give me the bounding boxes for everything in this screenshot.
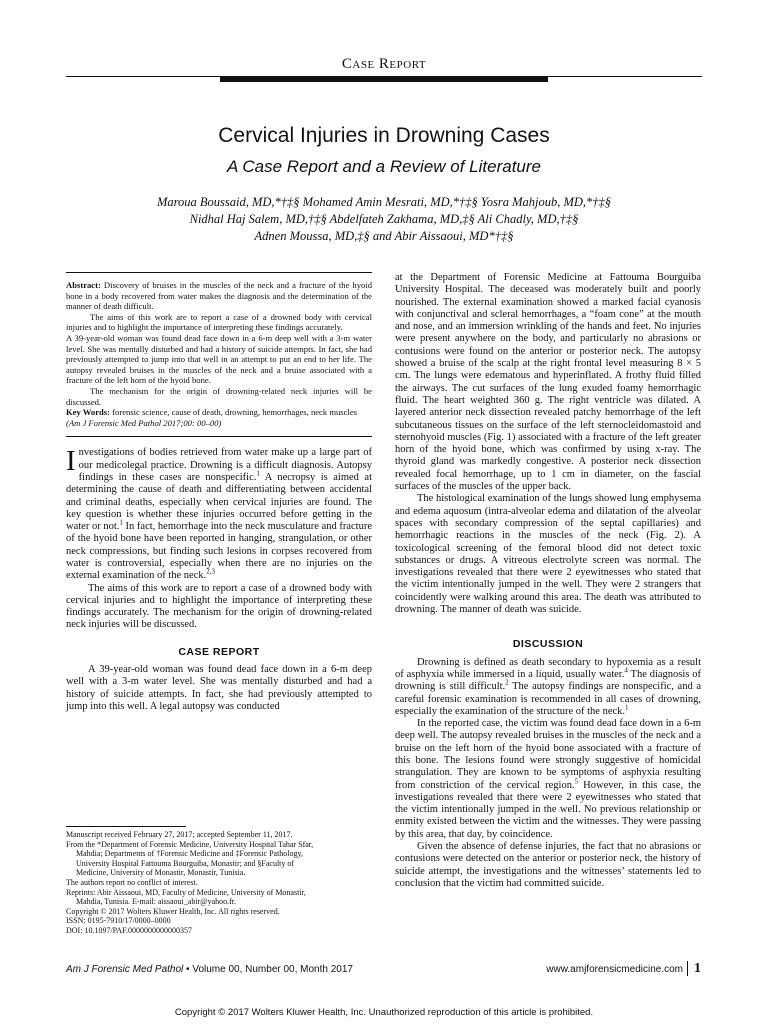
article-subtitle: A Case Report and a Review of Literature: [226, 157, 542, 176]
body-text: [395, 272, 701, 890]
footnote-line: DOI: 10.1097/PAF.0000000000000357: [66, 925, 192, 935]
abstract-text: Discovery of bruises in the muscles of the neck and a fracture of the hyoid bone in a body recovered from water makes the diagnosis and the determination of the manner of death difficult.: [66, 280, 372, 312]
footer-journal: [66, 964, 353, 975]
reference: 1: [256, 469, 260, 478]
paragraph-text: However, in this case, the investigations revealed that there were 2 eyewitnesses who stated that the victim intentionally jumped in the well. No previous relationship or enmity existed between the victim and the witnesses. They were passing by this area, that day, by coincidence.: [395, 779, 701, 840]
issue-info: • Volume 00, Number 00, Month 2017: [186, 964, 353, 975]
drop-cap: I: [66, 445, 76, 478]
paragraph-text: The autopsy findings are nonspecific, and a careful forensic examination is recommended in all cases of drowning, especially the examination of the structure of the neck.: [395, 681, 701, 717]
abstract-text: The mechanism for the origin of drowning-related neck injuries will be discussed.: [66, 385, 372, 407]
article-title: Cervical Injuries in Drowning Cases: [218, 124, 550, 147]
paragraph: The aims of this work are to report a case of a drowned body with cervical injuries and to highlight the importance of interpreting these findings accurately. The mechanism for the origin of drowning-related neck injuries will be discussed.: [66, 582, 372, 631]
footnote-line: Mahdia; Departments of †Forensic Medicine and ‡Forensic Pathology,: [76, 849, 303, 859]
footnotes: [66, 826, 372, 936]
footnote-line: Mahdia, Tunisia. E-mail: aissaoui_abir@yahoo.fr.: [76, 897, 237, 907]
header-rule-thick: [220, 77, 548, 82]
paragraph: Given the absence of defense injuries, the fact that no abrasions or contusions were detected on the anterior or posterior neck, the history of suicide attempt, the investigations and the witnesses’ statements led to conclusion that the victim had committed suicide.: [395, 841, 701, 889]
abstract-text: The aims of this work are to report a case of a drowned body with cervical injuries and to highlight the importance of interpreting these findings accurately.: [66, 311, 372, 333]
section-label: Case Report: [341, 56, 427, 72]
footnote-line: Medicine, University of Monastir, Monastir, Tunisia.: [76, 868, 246, 878]
section-heading-discussion: DISCUSSION: [512, 638, 584, 651]
footer-right: [546, 961, 701, 977]
paragraph-text: The diagnosis of drowning is still difficult.: [395, 668, 701, 693]
footnote-line: From the *Department of Forensic Medicine, University Hospital Tahar Sfar,: [66, 839, 314, 849]
author-line: Maroua Boussaid, MD,*†‡§ Mohamed Amin Mesrati, MD,*†‡§ Yosra Mahjoub, MD,*†‡§: [156, 195, 612, 209]
paragraph: The histological examination of the lungs showed lung emphysema and edema aquosum (intra-alveolar edema and dilatation of the alveolar spaces with secondary compression of the septal capillaries) and hemorrhagic reactions in the muscles of the neck (Fig. 2). A toxicological screening of the femoral blood did not detect toxic substances or drugs. A vitreous electrolyte screen was normal. The investigations revealed that there were 2 eyewitnesses who stated that the victim intentionally jumped in the well. They were 2 strangers that coincidently were walking around this area. The death was attributed to drowning. The manner of death was suicide.: [395, 493, 701, 616]
abstract-label: Abstract:: [66, 280, 101, 290]
footnote-line: Reprints: Abir Aissaoui, MD, Faculty of Medicine, University of Monastir,: [66, 887, 306, 897]
citation: (Am J Forensic Med Pathol 2017;00: 00–00): [66, 417, 222, 428]
paragraph: A 39-year-old woman was found dead face down in a 6-m deep well with a 3-m water level. She was mentally disturbed and had a history of suicide attempts. In fact, she had previously attempted to jump into this well. A legal autopsy was conducted: [66, 664, 372, 712]
keywords-text: forensic science, cause of death, drowning, hemorrhages, neck muscles: [112, 407, 358, 418]
section-heading-case-report: CASE REPORT: [178, 645, 260, 658]
footnote-line: ISSN: 0195-7910/17/0000–0000: [66, 916, 171, 926]
paragraph-text: Drowning is defined as death secondary to hypoxemia as a result of asphyxia while immersed in a liquid, usually water.: [395, 656, 701, 680]
footnote-line: The authors report no conflict of interest.: [66, 877, 198, 887]
reference: 2,3: [206, 567, 215, 576]
reference: 4: [624, 666, 628, 675]
paragraph-text: A necropsy is aimed at determining the cause of death and differentiating between accidental and criminal deaths, especially when cervical injuries are found. The key question is whether these injuries occurred before getting in the water or not.: [66, 471, 372, 533]
body-text: [66, 447, 372, 713]
abstract-rule: [66, 272, 372, 273]
keywords-label: Key Words:: [66, 407, 111, 418]
reference: 5: [574, 777, 579, 786]
paragraph-text: nvestigations of bodies retrieved from water make up a large part of our medicolegal practice. Drowning is a difficult diagnosis. Autopsy findings in these cases are nonspecific.: [78, 447, 372, 483]
reference: 2: [505, 678, 509, 687]
reference: 1: [625, 703, 629, 712]
abstract-text: A 39-year-old woman was found dead face down in a 6-m deep well with a 3-m water level. She was mentally disturbed and had a history of suicide attempts. In fact, she had previously attempted to jump into that well in an attempt to put an end to her life. The autopsy revealed bruises in the muscles of the neck and a bruise associated with a fracture of the left horn of the hyoid bone.: [66, 332, 372, 386]
author-list: [70, 194, 698, 245]
paragraph-text: In fact, hemorrhage into the neck musculature and fracture of the hyoid bone have been reported in hanging, strangulation, or other neck compressions, but finding such lesions in corpses recovered from water is controversial, especially when there are no injuries on the external examination of the neck.: [66, 521, 372, 582]
abstract: [66, 280, 372, 428]
copyright-notice: Copyright © 2017 Wolters Kluwer Health, Inc. Unauthorized reproduction of this article is prohibited.: [174, 1007, 594, 1018]
page-number: 1: [687, 961, 701, 976]
paragraph: at the Department of Forensic Medicine at Fattouma Bourguiba University Hospital. The deceased was moderately built and poorly nourished. The external examination showed a marked facial cyanosis with conjunctival and scleral hemorrhages, a “foam cone” at the mouth and nose, and an immersion wrinkling of the hands and feet. No injuries were present anywhere on the body, and particularly no abrasions or contusions were found on the anterior or posterior neck. The autopsy showed a bruise of the scalp at the right frontal level measuring 8 × 5 cm. The lungs were edematous and hyperinflated. A frothy fluid filled the airways. The cut surfaces of the lung exuded foamy hemorrhagic fluid. The heart weighted 360 g. The right ventricle was dilated. A layered anterior neck dissection revealed patchy hemorrhage of the left subcutaneous tissues on the surface of the left sternocleidomastoid and sternohyoid muscles (Fig. 1) associated with a fracture of the left greater horn of the hyoid bone, which was confirmed by using x-ray. The thyroid gland was markedly congestive. A posterior neck dissection revealed focal hemorrhage, up to 1 cm in diameter, on the fascial surfaces of the muscles of the upper back.: [395, 272, 701, 493]
footnote-line: University Hospital Fattouma Bourguiba, Monastir; and §Faculty of: [76, 858, 295, 868]
footnote-rule: [66, 826, 186, 827]
paragraph-text: In the reported case, the victim was found dead face down in a 6-m deep well. The autopsy revealed bruises in the muscles of the neck and a bruise on the left horn of the hyoid bone associated with a fracture of this bone. The lesions found were strongly suggestive of homicidal strangulation. They are known to be symptoms of asphyxia resulting from constriction of the cervical region.: [395, 718, 701, 791]
author-line: Adnen Moussa, MD,‡§ and Abir Aissaoui, MD*†‡§: [254, 229, 514, 243]
footnote-line: Copyright © 2017 Wolters Kluwer Health, Inc. All rights reserved.: [66, 906, 280, 916]
website-link[interactable]: www.amjforensicmedicine.com: [546, 964, 683, 975]
abstract-rule: [66, 436, 372, 437]
reference: 1: [119, 518, 123, 527]
left-column: [66, 272, 372, 713]
author-line: Nidhal Haj Salem, MD,†‡§ Abdelfateh Zakhama, MD,‡§ Ali Chadly, MD,†‡§: [189, 212, 579, 226]
footnote-line: Manuscript received February 27, 2017; accepted September 11, 2017.: [66, 830, 293, 839]
journal-name: Am J Forensic Med Pathol: [66, 964, 184, 975]
right-column: [395, 272, 701, 890]
